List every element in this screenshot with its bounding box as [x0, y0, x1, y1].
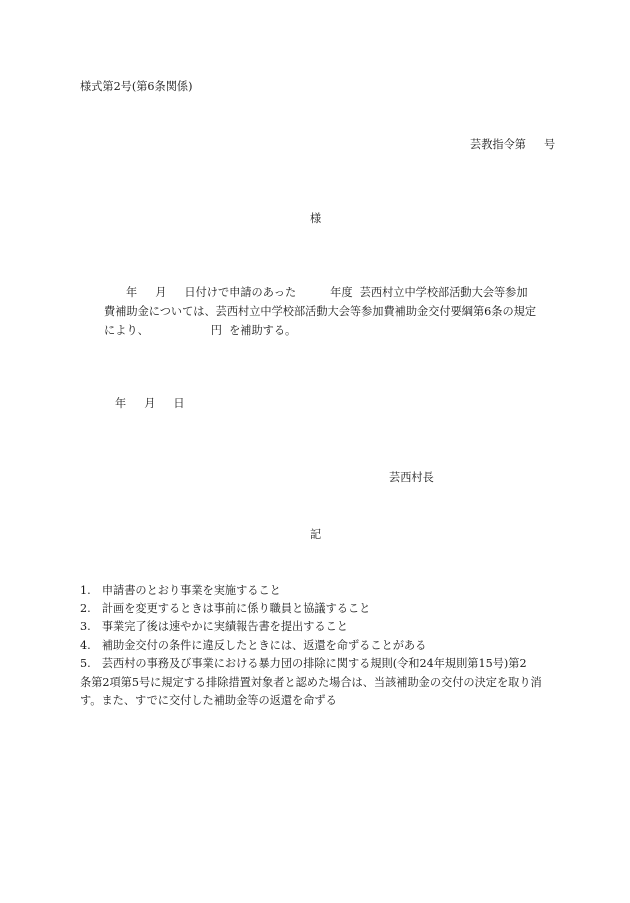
condition-item-5-line-1: 5. 芸西村の事務及び事業における暴力団の排除に関する規則(令和24年規則第15号)第2: [80, 657, 527, 670]
condition-item-2: 2. 計画を変更するときは事前に係り職員と協議すること: [80, 602, 371, 615]
body-line-3-start: により、: [104, 324, 149, 337]
body-line-3-end: を補助する。: [229, 324, 297, 337]
issuer: 芸西村長: [389, 471, 434, 484]
body-project-name: 芸西村立中学校部活動大会等参加: [359, 286, 528, 299]
condition-item-5-line-3: す。また、すでに交付した補助金等の返還を命ずる: [80, 694, 337, 707]
body-year: 年: [126, 286, 138, 299]
form-label: 様式第2号(第6条関係): [80, 80, 193, 93]
body-line-3: [104, 325, 296, 336]
addressee-suffix: 様: [310, 212, 322, 225]
document-number-prefix: 芸教指令第: [470, 138, 526, 151]
issue-date-month: 月: [144, 397, 156, 410]
condition-item-3: 3. 事業完了後は速やかに実績報告書を提出すること: [80, 620, 348, 633]
condition-item-5-line-2: 条第2項第5号に規定する排除措置対象者と認めた場合は、当該補助金の交付の決定を取り消: [80, 676, 542, 689]
body-line-1: [126, 287, 528, 298]
document-number: [470, 139, 555, 150]
body-fiscal-year: 年度: [330, 286, 353, 299]
condition-item-4: 4. 補助金交付の条件に違反したときには、返還を命ずることがある: [80, 639, 427, 652]
body-line-2: 費補助金については、芸西村立中学校部活動大会等参加費補助金交付要綱第6条の規定: [104, 305, 537, 318]
body-yen: 円: [210, 324, 222, 337]
notes-heading: 記: [310, 528, 322, 541]
issue-date: [115, 398, 185, 409]
issue-date-year: 年: [115, 397, 127, 410]
body-month: 月: [155, 286, 167, 299]
body-day-text: 日付けで申請のあった: [184, 286, 297, 299]
issue-date-day: 日: [173, 397, 185, 410]
document-number-suffix: 号: [543, 138, 556, 151]
condition-item-1: 1. 申請書のとおり事業を実施すること: [80, 584, 281, 597]
